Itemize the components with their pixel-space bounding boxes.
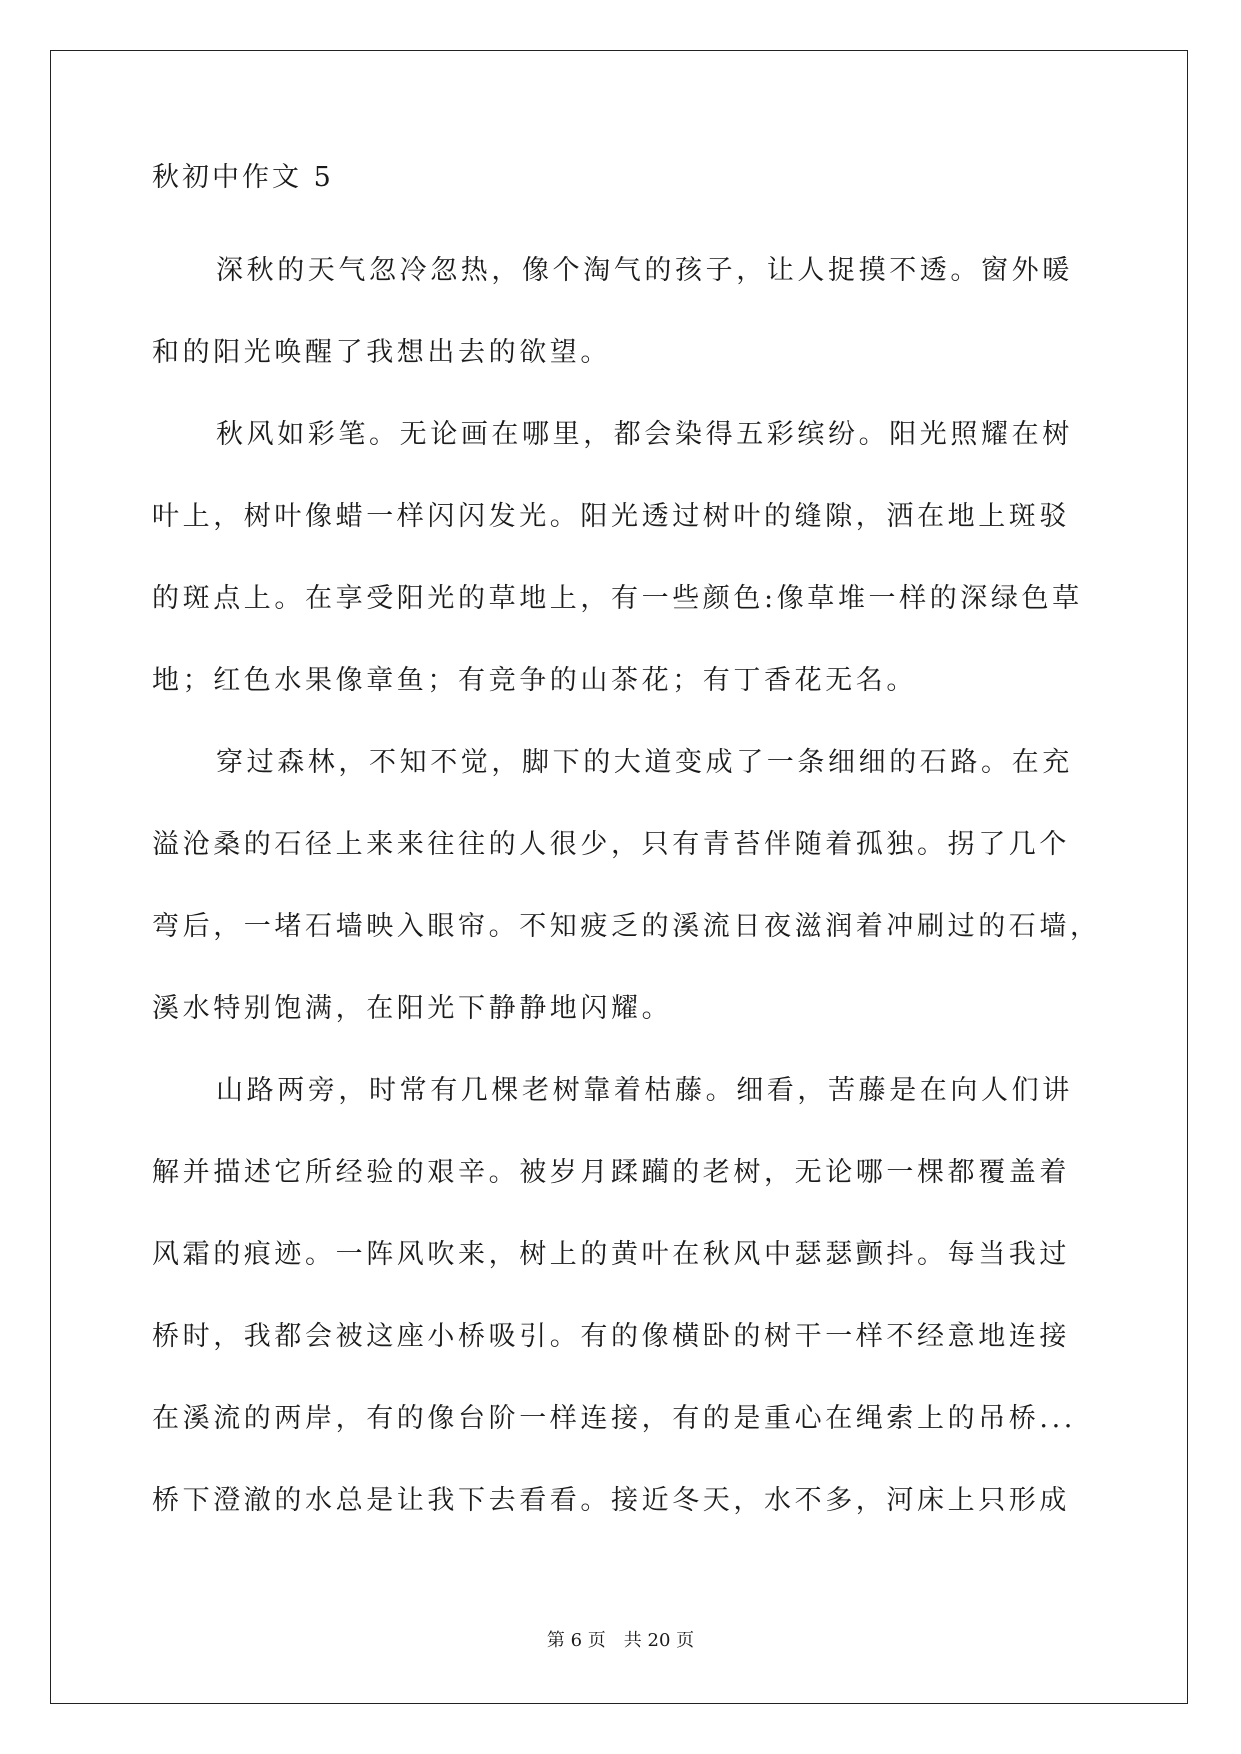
paragraph-line: 在溪流的两岸，有的像台阶一样连接，有的是重心在绳索上的吊桥... (152, 1403, 1076, 1434)
paragraph-2 (152, 394, 1096, 722)
paragraph-line: 解并描述它所经验的艰辛。被岁月蹂躏的老树，无论哪一棵都覆盖着 (152, 1157, 1070, 1188)
paragraph-line: 秋风如彩笔。无论画在哪里，都会染得五彩缤纷。阳光照耀在树 (216, 419, 1073, 450)
paragraph-line: 地；红色水果像章鱼；有竞争的山茶花；有丁香花无名。 (152, 665, 917, 696)
paragraph-line: 穿过森林，不知不觉，脚下的大道变成了一条细细的石路。在充 (216, 747, 1073, 778)
paragraph-line: 弯后，一堵石墙映入眼帘。不知疲乏的溪流日夜滋润着冲刷过的石墙， (152, 911, 1101, 942)
paragraph-4 (152, 1050, 1096, 1542)
paragraph-line: 深秋的天气忽冷忽热，像个淘气的孩子，让人捉摸不透。窗外暖 (216, 255, 1073, 286)
paragraph-line: 叶上，树叶像蜡一样闪闪发光。阳光透过树叶的缝隙，洒在地上斑驳 (152, 501, 1070, 532)
paragraph-line: 溪水特别饱满，在阳光下静静地闪耀。 (152, 993, 673, 1024)
paragraph-line: 桥时，我都会被这座小桥吸引。有的像横卧的树干一样不经意地连接 (152, 1321, 1070, 1352)
paragraph-line: 风霜的痕迹。一阵风吹来，树上的黄叶在秋风中瑟瑟颤抖。每当我过 (152, 1239, 1070, 1270)
paragraph-line: 桥下澄澈的水总是让我下去看看。接近冬天，水不多，河床上只形成 (152, 1485, 1070, 1516)
page-number: 第 6 页 (546, 1630, 606, 1651)
page-footer (0, 1626, 1241, 1652)
paragraph-1 (152, 230, 1096, 394)
document-body (152, 158, 1101, 1542)
paragraph-3 (152, 722, 1101, 1050)
paragraph-line: 山路两旁，时常有几棵老树靠着枯藤。细看，苦藤是在向人们讲 (216, 1075, 1073, 1106)
paragraph-line: 和的阳光唤醒了我想出去的欲望。 (152, 337, 611, 368)
document-title: 秋初中作文 5 (152, 162, 334, 193)
paragraph-line: 的斑点上。在享受阳光的草地上，有一些颜色:像草堆一样的深绿色草 (152, 583, 1083, 614)
page-total: 共 20 页 (623, 1630, 695, 1651)
paragraph-line: 溢沧桑的石径上来来往往的人很少，只有青苔伴随着孤独。拐了几个 (152, 829, 1070, 860)
